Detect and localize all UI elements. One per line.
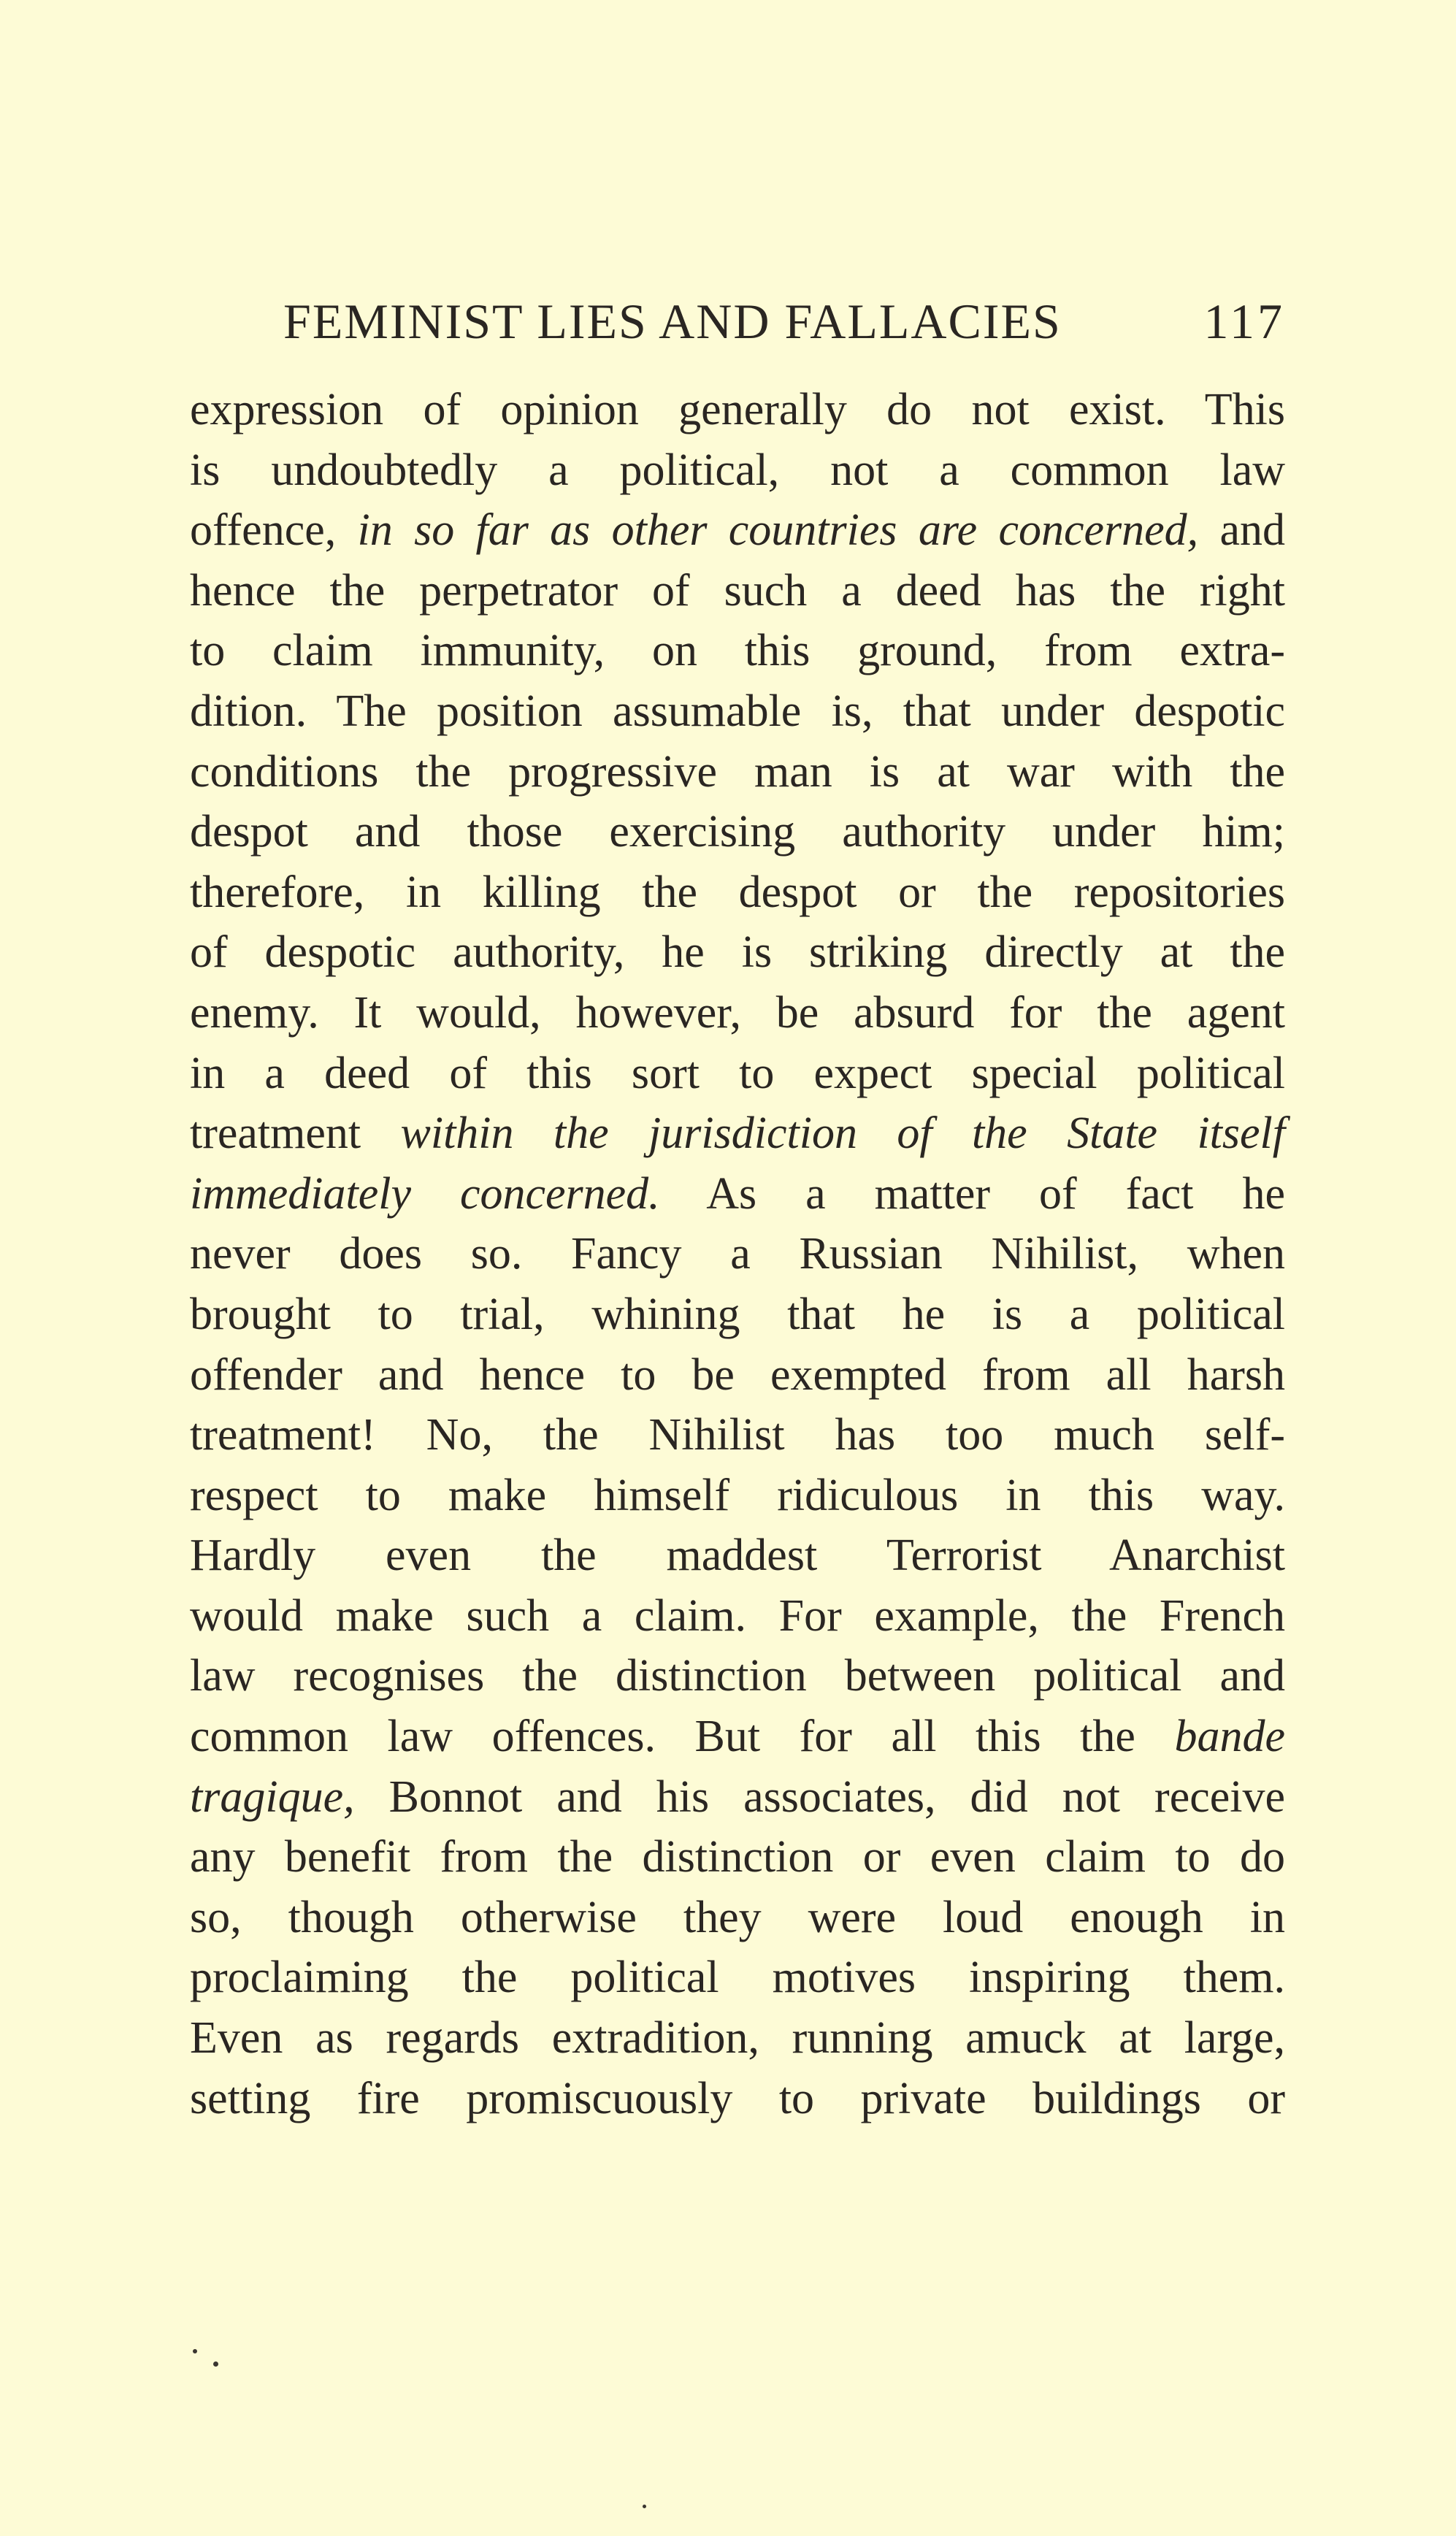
text-segment: any benefit from the distinction or even claim to do [190,1832,1285,1882]
text-line [190,2008,1285,2069]
text-line [190,922,1285,983]
text-line [190,1224,1285,1284]
text-line [190,681,1285,742]
text-segment: setting fire promiscuously to private buildings or [190,2073,1285,2123]
italic-text: in so far as other countries are concerned, [357,505,1199,556]
text-line [190,802,1285,862]
text-line [190,1767,1285,1828]
text-segment: treatment! No, the Nihilist has too much self- [190,1410,1285,1460]
text-segment: dition. The position assumable is, that under despotic [190,686,1285,736]
text-segment: never does so. Fancy a Russian Nihilist, when [190,1229,1285,1279]
text-segment: Bonnot and his associates, did not receive [354,1771,1285,1822]
text-segment: expression of opinion generally do not exist. This [190,385,1285,434]
body-text [190,380,1285,2129]
text-line [190,2069,1285,2129]
text-segment: and [1198,505,1286,556]
italic-text: tragique, [190,1771,355,1822]
ink-speck [213,2361,218,2367]
text-segment: brought to trial, whining that he is a political [190,1289,1285,1339]
text-segment: of despotic authority, he is striking directly at the [190,927,1285,978]
text-segment: respect to make himself ridiculous in this way. [190,1470,1285,1520]
text-line [190,1164,1285,1225]
text-segment: Even as regards extradition, running amuck at large, [190,2013,1285,2064]
text-segment: hence the perpetrator of such a deed has the right [190,565,1285,616]
running-title: FEMINIST LIES AND FALLACIES [283,294,1062,349]
italic-text: immediately concerned. [190,1168,660,1219]
page-number: 117 [1203,294,1285,349]
ink-speck [193,2349,197,2353]
text-line [190,1103,1285,1164]
text-line [190,500,1285,561]
text-segment: As a matter of fact he [659,1168,1285,1219]
italic-text: bande [1174,1712,1285,1762]
text-line [190,380,1285,440]
text-segment: offence, [190,505,358,556]
running-head [283,281,1285,361]
text-line [190,1586,1285,1647]
italic-text: within the jurisdiction of the State itself [400,1108,1285,1159]
text-segment: law recognises the distinction between political and [190,1651,1285,1701]
text-segment: common law offences. But for all this the [190,1712,1175,1762]
text-line [190,1466,1285,1526]
text-line [190,561,1285,621]
text-segment: offender and hence to be exempted from all harsh [190,1349,1285,1400]
text-segment: would make such a claim. For example, the French [190,1590,1285,1641]
text-line [190,1405,1285,1466]
text-segment: Hardly even the maddest Terrorist Anarchist [190,1531,1285,1581]
text-line [190,742,1285,802]
text-line [190,1947,1285,2008]
text-line [190,1043,1285,1104]
text-line [190,621,1285,681]
text-segment: treatment [190,1108,401,1159]
text-line [190,983,1285,1043]
text-line [190,440,1285,501]
text-line [190,1345,1285,1406]
text-segment: conditions the progressive man is at war with the [190,746,1285,797]
text-line [190,1706,1285,1767]
text-segment: enemy. It would, however, be absurd for the agent [190,987,1285,1038]
text-segment: to claim immunity, on this ground, from extra- [190,626,1285,676]
text-line [190,1525,1285,1586]
text-line [190,1827,1285,1888]
text-segment: is undoubtedly a political, not a common law [190,445,1285,495]
text-line [190,1646,1285,1706]
text-segment: despot and those exercising authority under him; [190,807,1285,857]
text-line [190,862,1285,923]
text-line [190,1888,1285,1948]
text-segment: in a deed of this sort to expect special political [190,1048,1285,1098]
ink-speck [643,2505,646,2508]
text-segment: therefore, in killing the despot or the repositories [190,867,1285,917]
text-segment: proclaiming the political motives inspiring them. [190,1953,1285,2003]
text-segment: so, though otherwise they were loud enough in [190,1892,1285,1942]
text-line [190,1284,1285,1345]
